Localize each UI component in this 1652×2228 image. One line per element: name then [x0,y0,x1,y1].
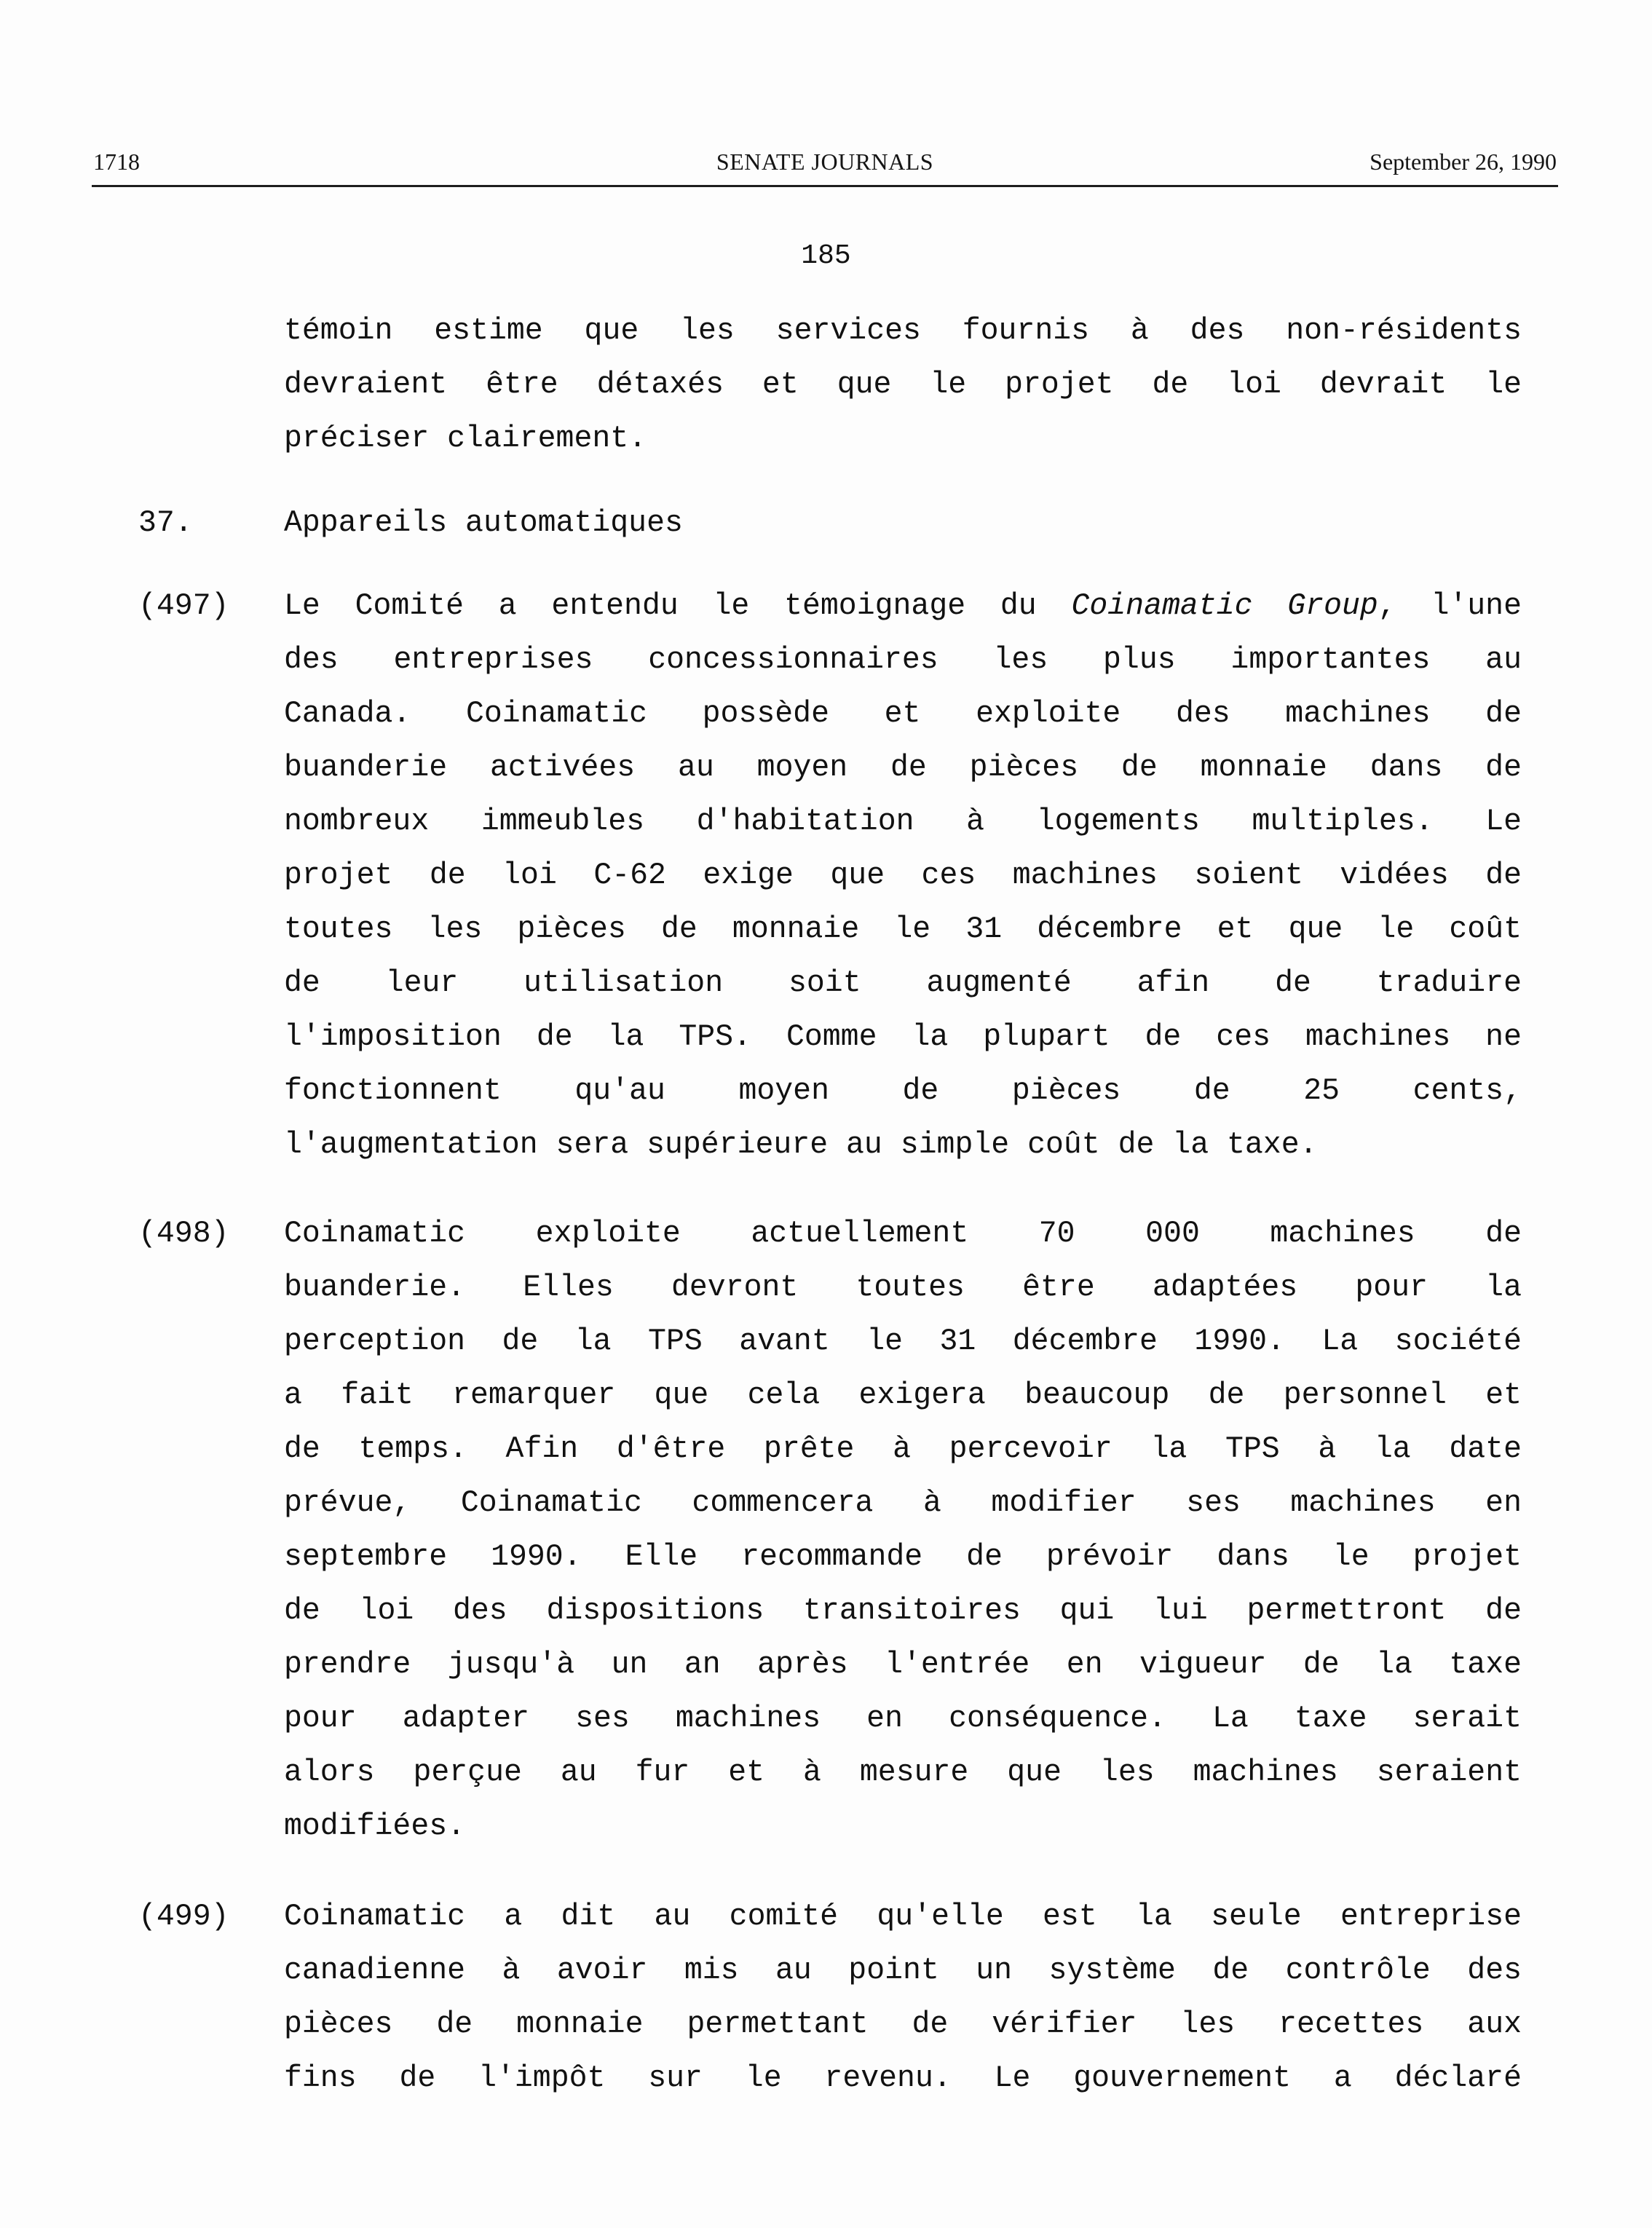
text-line: prendre jusqu'à un an après l'entrée en vigueur de la taxe [284,1648,1522,1682]
paragraph-498 [284,1207,1522,1854]
text-line: Coinamatic a dit au comité qu'elle est la seule entreprise [284,1900,1522,1934]
text-line: l'augmentation sera supérieure au simple coût de la taxe. [284,1128,1318,1162]
text-line: Coinamatic exploite actuellement 70 000 machines de [284,1217,1522,1251]
text-line: de temps. Afin d'être prête à percevoir la TPS à la date [284,1432,1522,1466]
header-page-number: 1718 [93,149,140,175]
text-line: prévue, Coinamatic commencera à modifier ses machines en [284,1486,1522,1520]
text-line: septembre 1990. Elle recommande de prévoir dans le projet [284,1540,1522,1574]
text-line: de leur utilisation soit augmenté afin de traduire [284,966,1522,1000]
text-line: devraient être détaxés et que le projet de loi devrait le [284,368,1522,402]
text-line: modifiées. [284,1809,466,1844]
header-journal-title: SENATE JOURNALS [716,149,934,175]
text-line: des entreprises concessionnaires les plus importantes au [284,643,1522,677]
continuation-paragraph [284,304,1522,466]
text-line: nombreux immeubles d'habitation à logements multiples. Le [284,805,1522,839]
text-line: Canada. Coinamatic possède et exploite des machines de [284,697,1522,731]
text-line: Le Comité a entendu le témoignage du Coinamatic Group, l'une [284,589,1522,623]
text-line: l'imposition de la TPS. Comme la plupart de ces machines ne [284,1020,1522,1054]
text-line: de loi des dispositions transitoires qui lui permettront de [284,1594,1522,1628]
text-line: projet de loi C-62 exige que ces machines soient vidées de [284,858,1522,893]
text-line: buanderie. Elles devront toutes être adaptées pour la [284,1271,1522,1305]
text-line: témoin estime que les services fournis à des non-résidents [284,314,1522,348]
text-line: préciser clairement. [284,422,647,456]
text-line: fonctionnent qu'au moyen de pièces de 25 cents, [284,1074,1522,1108]
paragraph-497 [284,580,1522,1172]
text-line: canadienne à avoir mis au point un système de contrôle des [284,1954,1522,1988]
text-line: fins de l'impôt sur le revenu. Le gouvernement a déclaré [284,2061,1522,2095]
paragraph-499 [284,1890,1522,2106]
text-line: a fait remarquer que cela exigera beaucoup de personnel et [284,1378,1522,1413]
text-line: toutes les pièces de monnaie le 31 décembre et que le coût [284,912,1522,947]
text-line: alors perçue au fur et à mesure que les machines seraient [284,1755,1522,1790]
text-line: buanderie activées au moyen de pièces de monnaie dans de [284,751,1522,785]
text-line: pour adapter ses machines en conséquence. La taxe serait [284,1702,1522,1736]
paragraph-marker: (497) [138,589,229,623]
running-header [93,149,1557,182]
section-title: Appareils automatiques [284,506,683,540]
text-line: pièces de monnaie permettant de vérifier les recettes aux [284,2007,1522,2042]
section-number: 37. [138,506,193,540]
paragraph-marker: (498) [138,1217,229,1251]
page-label: 185 [801,240,851,272]
text-line: perception de la TPS avant le 31 décembre 1990. La société [284,1324,1522,1359]
header-date: September 26, 1990 [1370,149,1557,175]
paragraph-marker: (499) [138,1900,229,1934]
header-rule [92,185,1558,187]
